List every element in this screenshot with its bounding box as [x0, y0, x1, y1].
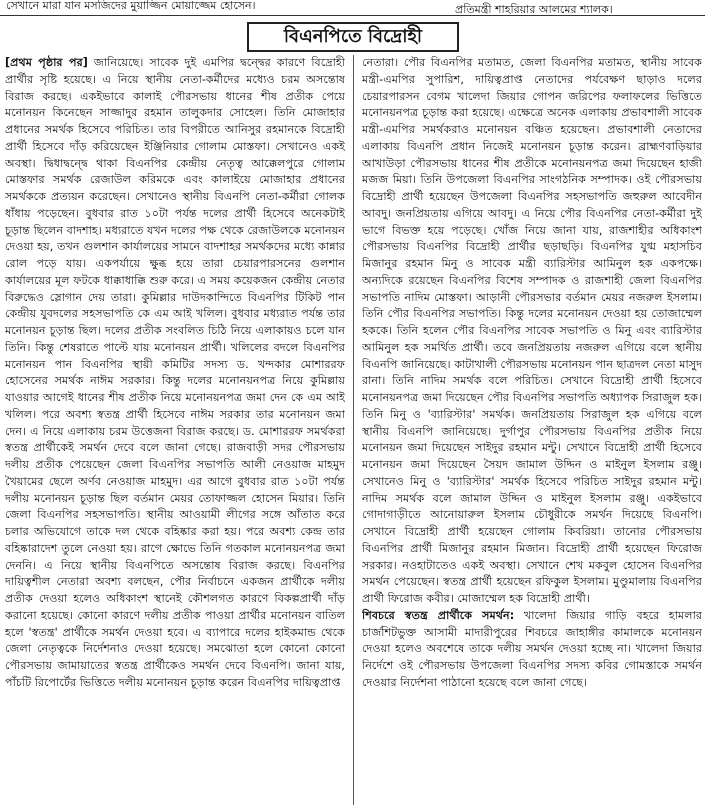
column-divider [353, 55, 354, 805]
right-paragraph-2 [362, 608, 702, 692]
top-divider [0, 15, 705, 16]
previous-article-tail-right: প্রতিমন্ত্রী শাহরিয়ার আলমের শ্যালক। [455, 3, 613, 16]
article-column-left [5, 55, 345, 808]
article-headline: বিএনপিতে বিদ্রোহী [247, 22, 459, 52]
right-body-text-2: খালেদা জিয়ার গাড়ি বহরে হামলার চার্জশিটভুক্ত আসামী মাদারীপুরের শিবচরে জাহাঙ্গীর কামালকে মনোনয়ন দেওয়া হলেও অবশেষে তাকে দলীয় সমর্থন দেওয়া হচ্ছে না। খালেদা জিয়ার নির্দেশে ওই পৌরসভায় উপজেলা বিএনপির সদস্য কবির গোমস্তাকে সমর্থন দেওয়ার নির্দেশনা পাঠানো হয়েছে বলে জানা গেছে। [362, 608, 702, 689]
left-body-text: জানিয়েছে। সাবেক দুই এমপির দ্বন্দ্বের কারণে বিদ্রোহী প্রার্থীর সৃষ্টি হয়েছে। এ নিয়ে স্থানীয় নেতা-কর্মীদের মধ্যেও চরম অসন্তোষ বিরাজ করছে। একইভাবে কালাই পৌরসভায় ধানের শীষ প্রতীক পেয়ে মনোনয়ন কিনেছেন সাজ্জাদুর রহমান তালুকদার সোহেল। তিনি মোজাহার প্রধানের সমর্থক হিসেবে পরিচিত। তার বিপরীতে আনিসুর রহমানকে বিদ্রোহী প্রার্থী হিসেবে দাঁড় করিয়েছেন ইঞ্জিনিয়ার গোলাম মোস্তফা। সেখানেও একই অবস্থা। দ্বিধাদ্বন্দ্বে থাকা বিএনপির কেন্দ্রীয় নেতৃত্ব আক্কেলপুরে গোলাম মোস্তফার সমর্থক রেজাউল করিমকে এবং কালাইয়ে মোজাহার প্রধানের সমর্থককে প্রত্যয়ন করেছেন। সেখানেও স্থানীয় বিএনপি নেতা-কর্মীরা গোলক ধাঁধায় পড়েছেন। বুধবার রাত ১০টা পর্যন্ত দলের প্রার্থী হিসেবে অনেকটাই চূড়ান্ত ছিলেন বাদশাহ। মধ্যরাতে যখন দলের পক্ষ থেকে রেজাউলকে মনোনয়ন দেওয়া হয়, তখন গুলশান কার্যালয়ের সামনে বাদশাহর সমর্থকদের মধ্যে কান্নার রোল পড়ে যায়। একপর্যায়ে ক্ষুব্ধ হয়ে তারা চেয়ারপারসনের গুলশান কার্যালয়ের মূল ফটকে ধাক্কাধাক্কি শুরু করে। এ সময় কয়েকজন কেন্দ্রীয় নেতার বিরুদ্ধেও স্লোগান দেয় তারা। কুমিল্লার দাউদকান্দিতে বিএনপির টিকিট পান কেন্দ্রীয় যুবদলের সহসভাপতি কে এম আই খলিল। বুধবার মধ্যরাত পর্যন্ত তার মনোনয়ন চূড়ান্ত ছিল। দলের প্রতীক সংবলিত চিঠি নিয়ে এলাকায়ও চলে যান তিনি। কিন্তু শেষরাতে পাল্টে যায় মনোনয়ন প্রার্থী। খলিলের বদলে বিএনপির মনোনয়ন পান বিএনপির স্থায়ী কমিটির সদস্য ড. খন্দকার মোশাররফ হোসেনের সমর্থক নাঈম সরকার। কিন্তু দলের মনোনয়নপত্র নিয়ে কুমিল্লায় যাওয়ার আগেই ধানের শীষ প্রতীক নিয়ে মনোনয়নপত্র জমা দেন কে এম আই খলিল। পরে অবশ্য স্বতন্ত্র প্রার্থী হিসেবে নাঈম সরকার তার মনোনয়ন জমা দেন। এ নিয়ে এলাকায় চরম উত্তেজনা বিরাজ করছে। ড. মোশাররফ সমর্থকরা স্বতন্ত্র প্রার্থীকেই সমর্থন দেবে বলে জানা গেছে। রাজবাড়ী সদর পৌরসভায় দলীয় প্রতীক পেয়েছেন জেলা বিএনপির সভাপতি আলী নেওয়াজ মাহমুদ খৈয়ামের ছেলে অর্ণব নেওয়াজ মাহমুদ। এর আগে বুধবার রাত ১০টা পর্যন্ত দলীয় মনোনয়ন চূড়ান্ত ছিল বর্তমান মেয়র তোফাজ্জল হোসেন মিয়ার। তিনি জেলা বিএনপির সহসভাপতি। স্থানীয় আওয়ামী লীগের সঙ্গে আঁতাত করে চলার অভিযোগে তাকে দল থেকে বহিষ্কার করা হয়। পরে অবশ্য কেন্দ্র তার বহিষ্কারাদেশ তুলে নেওয়া হয়। রাগে ক্ষোভে তিনি গতকাল মনোনয়নপত্র জমা দেননি। এ নিয়ে স্থানীয় বিএনপিতে অসন্তোষ বিরাজ করছে। বিএনপির দায়িত্বশীল নেতারা অবশ্য বলছেন, পৌর নির্বাচনে একজন প্রার্থীকে দলীয় প্রতীক দেওয়া হলেও অধিকাংশ স্থানেই কৌশলগত কারণে বিকল্পপ্রার্থী দাঁড় করানো হয়েছে। কোনো কারণে দলীয় প্রতীক পাওয়া প্রার্থীর মনোনয়ন বাতিল হলে 'স্বতন্ত্র' প্রার্থীকে সমর্থন দেওয়া হবে। এ ব্যাপারে দলের হাইকমান্ড থেকে জেলা নেতৃত্বকে নির্দেশনাও দেওয়া হয়েছে। সমঝোতা হলে কোনো কোনো পৌরসভায় জামায়াতের স্বতন্ত্র প্রার্থীকেও সমর্থন দেবে বিএনপি। জানা যায়, পাঁচটি রিপোর্টের ভিত্তিতে দলীয় মনোনয়ন চূড়ান্ত করেন বিএনপির দায়িত্বপ্রাপ্ত [5, 56, 345, 689]
left-paragraph [5, 55, 345, 692]
article-column-right [362, 55, 702, 808]
subsection-lead: শিবচরে স্বতন্ত্র প্রার্থীকে সমর্থন: [362, 608, 515, 622]
right-paragraph-1: নেতারা। পৌর বিএনপির মতামত, জেলা বিএনপির মতামত, স্থানীয় সাবেক মন্ত্রী-এমপির সুপারিশ, দায়িত্বপ্রাপ্ত নেতাদের পর্যবেক্ষণ ছাড়াও দলের চেয়ারপারসন বেগম খালেদা জিয়ার গোপন জরিপের ফলাফলের ভিত্তিতে মনোনয়নপত্র চূড়ান্ত করা হয়েছে। এক্ষেত্রে অনেক এলাকায় প্রভাবশালী সাবেক মন্ত্রী-এমপির সমর্থকরাও মনোনয়ন বঞ্চিত হয়েছেন। প্রভাবশালী নেতাদের এলাকায় বিএনপি প্রধান নিজেই মনোনয়ন চূড়ান্ত করেন। ব্রাহ্মণবাড়িয়ার আখাউড়া পৌরসভায় ধানের শীষ প্রতীকে মনোনয়নপত্র জমা দিয়েছেন হাজী মজজ মিয়া। তিনি উপজেলা বিএনপির সাংগঠনিক সম্পাদক। ওই পৌরসভায় বিদ্রোহী প্রার্থী হয়েছেন উপজেলা বিএনপির সহসভাপতি জহুরুল আবেদীন আবদু। জনপ্রিয়তায় এগিয়ে আবদু। এ নিয়ে পৌর বিএনপির নেতা-কর্মীরা দুই ভাগে বিভক্ত হয়ে পড়েছে। খোঁজ নিয়ে জানা যায়, রাজশাহীর অধিকাংশ পৌরসভায় বিএনপির বিদ্রোহী প্রার্থীর ছড়াছড়ি। বিএনপির যুগ্ম মহাসচিব মিজানুর রহমান মিনু ও সাবেক মন্ত্রী ব্যারিস্টার আমিনুল হক একপক্ষে। অন্যদিকে রয়েছেন বিএনপির বিশেষ সম্পাদক ও রাজশাহী জেলা বিএনপির সভাপতি নাদিম মোস্তফা। আড়ানী পৌরসভার বর্তমান মেয়র নজরুল ইসলাম। তিনি পৌর বিএনপির সভাপতি। কিন্তু দলের মনোনয়ন দেওয়া হয় তোজাম্মেল হককে। তিনি হলেন পৌর বিএনপির সাবেক সভাপতি ও মিনু এবং ব্যারিস্টার আমিনুল হক সমর্থিত প্রার্থী। তবে জনপ্রিয়তায় নজরুল এগিয়ে বলে স্থানীয় বিএনপি জানিয়েছে। কাটাখালী পৌরসভায় মনোনয়ন পান ছাত্রদল নেতা মাসুদ রানা। তিনি নাদিম সমর্থক বলে পরিচিত। সেখানে বিদ্রোহী প্রার্থী হিসেবে মনোনয়নপত্র জমা দিয়েছেন পৌর বিএনপির সভাপতি অধ্যাপক সিরাজুল হক। তিনি মিনু ও 'ব্যারিস্টার' সমর্থক। জনপ্রিয়তায় সিরাজুল হক এগিয়ে বলে স্থানীয় বিএনপি জানিয়েছে। দুর্গাপুর পৌরসভায় বিএনপির প্রতীক নিয়ে মনোনয়ন জমা দিয়েছেন সাইদুর রহমান মন্টু। সেখানে বিদ্রোহী প্রার্থী হিসেবে মনোনয়ন জমা দিয়েছেন সৈয়দ জামাল উদ্দিন ও মাইনুল ইসলাম রঞ্জু। সেখানেও মিনু ও 'ব্যারিস্টার' সমর্থক হিসেবে পরিচিত সাইদুর রহমান মন্টু। নাদিম সমর্থক বলে জামাল উদ্দিন ও মাইনুল ইসলাম রঞ্জু। একইভাবে গোদাগাড়ীতে আনোয়ারুল ইসলাম চৌধুরীকে সমর্থন দিয়েছে বিএনপি। সেখানে বিদ্রোহী প্রার্থী হয়েছেন গোলাম কিবরিয়া। তানোর পৌরসভায় বিএনপির প্রার্থী মিজানুর রহমান মিজান। বিদ্রোহী প্রার্থী হয়েছেন ফিরোজ সরকার। নওহাটাতেও একই অবস্থা। সেখানে শেখ মকবুল হোসেন বিএনপির সমর্থন পেয়েছেন। স্বতন্ত্র প্রার্থী হয়েছেন রফিকুল ইসলাম। মুণ্ডুমালায় বিএনপির প্রার্থী ফিরোজ কবীর। মোজাম্মেল হক বিদ্রোহী প্রার্থী। [362, 56, 702, 605]
continuation-lead: [প্রথম পৃষ্ঠার পর] [5, 56, 88, 69]
previous-article-tail: সেখানে মারা যান মসজিদের মুয়াজ্জিন মোয়াজ্জেম হোসেন। [6, 0, 256, 12]
